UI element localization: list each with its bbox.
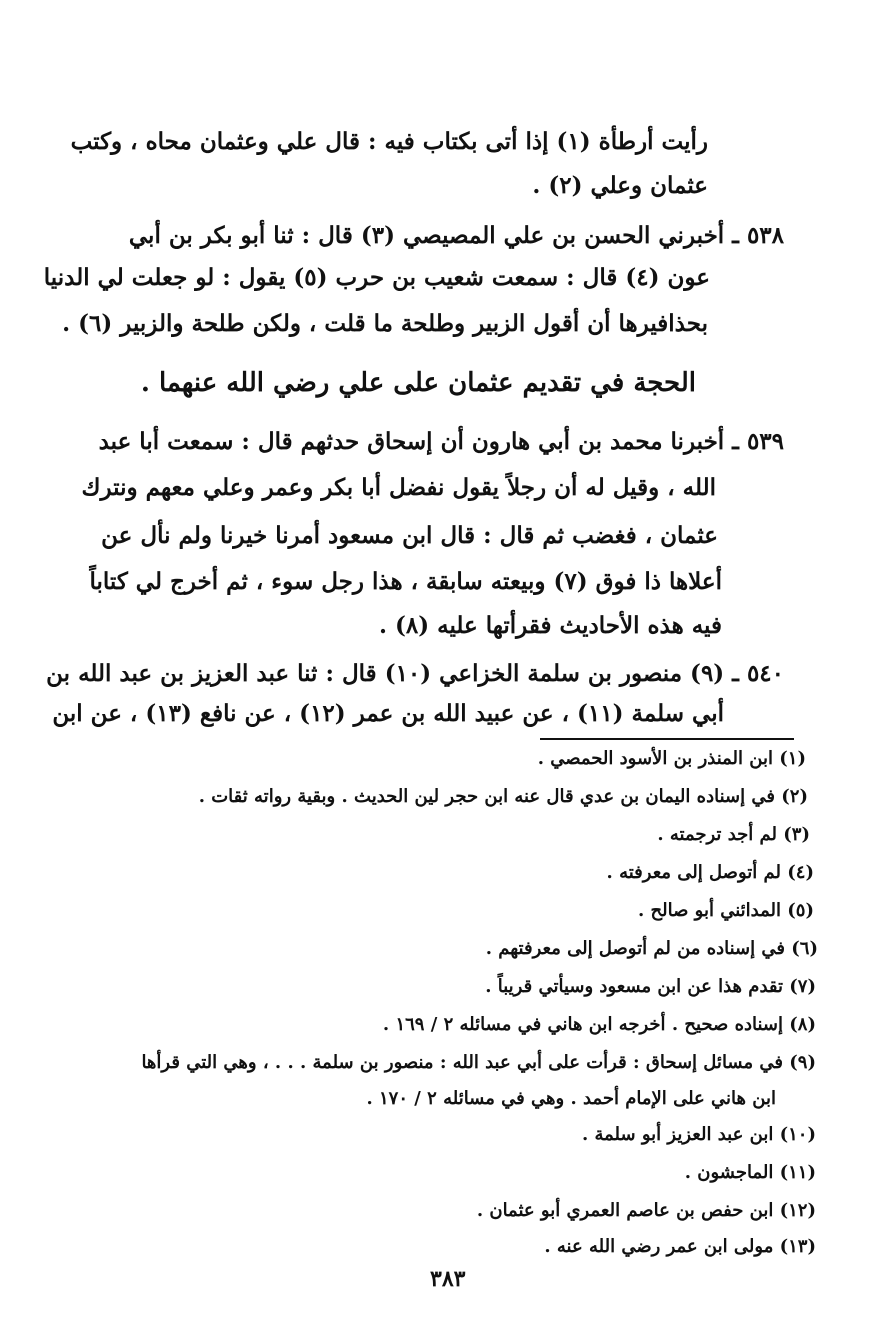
footnote-11: (١١) الماجشون . bbox=[684, 1162, 816, 1183]
entry-538-line: بحذافيرها أن أقول الزبير وطلحة ما قلت ، ولكن طلحة والزبير (٦) . bbox=[62, 310, 708, 337]
footnote-7: (٧) تقدم هذا عن ابن مسعود وسيأتي قريباً . bbox=[485, 976, 816, 997]
entry-539-line: الله ، وقيل له أن رجلاً يقول نفضل أبا بكر وعمر وعلي معهم ونترك bbox=[81, 474, 716, 501]
entry-538-line: ٥٣٨ ـ أخبرني الحسن بن علي المصيصي (٣) قال : ثنا أبو بكر بن أبي bbox=[128, 222, 784, 249]
footnote-9-continuation: ابن هاني على الإمام أحمد . وهي في مسائله ٢ / ١٧٠ . bbox=[366, 1088, 776, 1109]
entry-539-line: أعلاها ذا فوق (٧) وبيعته سابقة ، هذا رجل سوء ، ثم أخرج لي كتاباً bbox=[89, 568, 722, 595]
footnote-2: (٢) في إسناده اليمان بن عدي قال عنه ابن حجر لين الحديث . وبقية رواته ثقات . bbox=[198, 786, 808, 807]
footnote-10: (١٠) ابن عبد العزيز أبو سلمة . bbox=[581, 1124, 816, 1145]
footnote-6: (٦) في إسناده من لم أتوصل إلى معرفتهم . bbox=[485, 938, 818, 959]
section-heading: الحجة في تقديم عثمان على علي رضي الله عنهما . bbox=[140, 368, 696, 398]
footnote-divider bbox=[540, 738, 794, 740]
footnote-9: (٩) في مسائل إسحاق : قرأت على أبي عبد الله : منصور بن سلمة . . . ، وهي التي قرأها bbox=[141, 1052, 816, 1073]
footnote-1: (١) ابن المنذر بن الأسود الحمصي . bbox=[537, 748, 806, 769]
footnote-5: (٥) المدائني أبو صالح . bbox=[637, 900, 814, 921]
entry-540-line: ٥٤٠ ـ (٩) منصور بن سلمة الخزاعي (١٠) قال : ثنا عبد العزيز بن عبد الله بن bbox=[46, 660, 784, 687]
footnote-4: (٤) لم أتوصل إلى معرفته . bbox=[606, 862, 814, 883]
body-line: عثمان وعلي (٢) . bbox=[532, 172, 708, 199]
entry-538-line: عون (٤) قال : سمعت شعيب بن حرب (٥) يقول : لو جعلت لي الدنيا bbox=[43, 264, 710, 291]
footnote-8: (٨) إسناده صحيح . أخرجه ابن هاني في مسائله ٢ / ١٦٩ . bbox=[382, 1014, 816, 1035]
entry-539-line: فيه هذه الأحاديث فقرأتها عليه (٨) . bbox=[379, 612, 722, 639]
entry-539-line: ٥٣٩ ـ أخبرنا محمد بن أبي هارون أن إسحاق حدثهم قال : سمعت أبا عبد bbox=[98, 428, 784, 455]
entry-539-line: عثمان ، فغضب ثم قال : قال ابن مسعود أمرنا خيرنا ولم نأل عن bbox=[101, 522, 718, 549]
body-line: رأيت أرطأة (١) إذا أتى بكتاب فيه : قال علي وعثمان محاه ، وكتب bbox=[70, 128, 708, 155]
entry-540-line: أبي سلمة (١١) ، عن عبيد الله بن عمر (١٢) ، عن نافع (١٣) ، عن ابن bbox=[52, 700, 724, 727]
footnote-13: (١٣) مولى ابن عمر رضي الله عنه . bbox=[544, 1236, 816, 1257]
footnote-3: (٣) لم أجد ترجمته . bbox=[657, 824, 810, 845]
page-number: ٣٨٣ bbox=[430, 1266, 466, 1292]
footnote-12: (١٢) ابن حفص بن عاصم العمري أبو عثمان . bbox=[476, 1200, 816, 1221]
